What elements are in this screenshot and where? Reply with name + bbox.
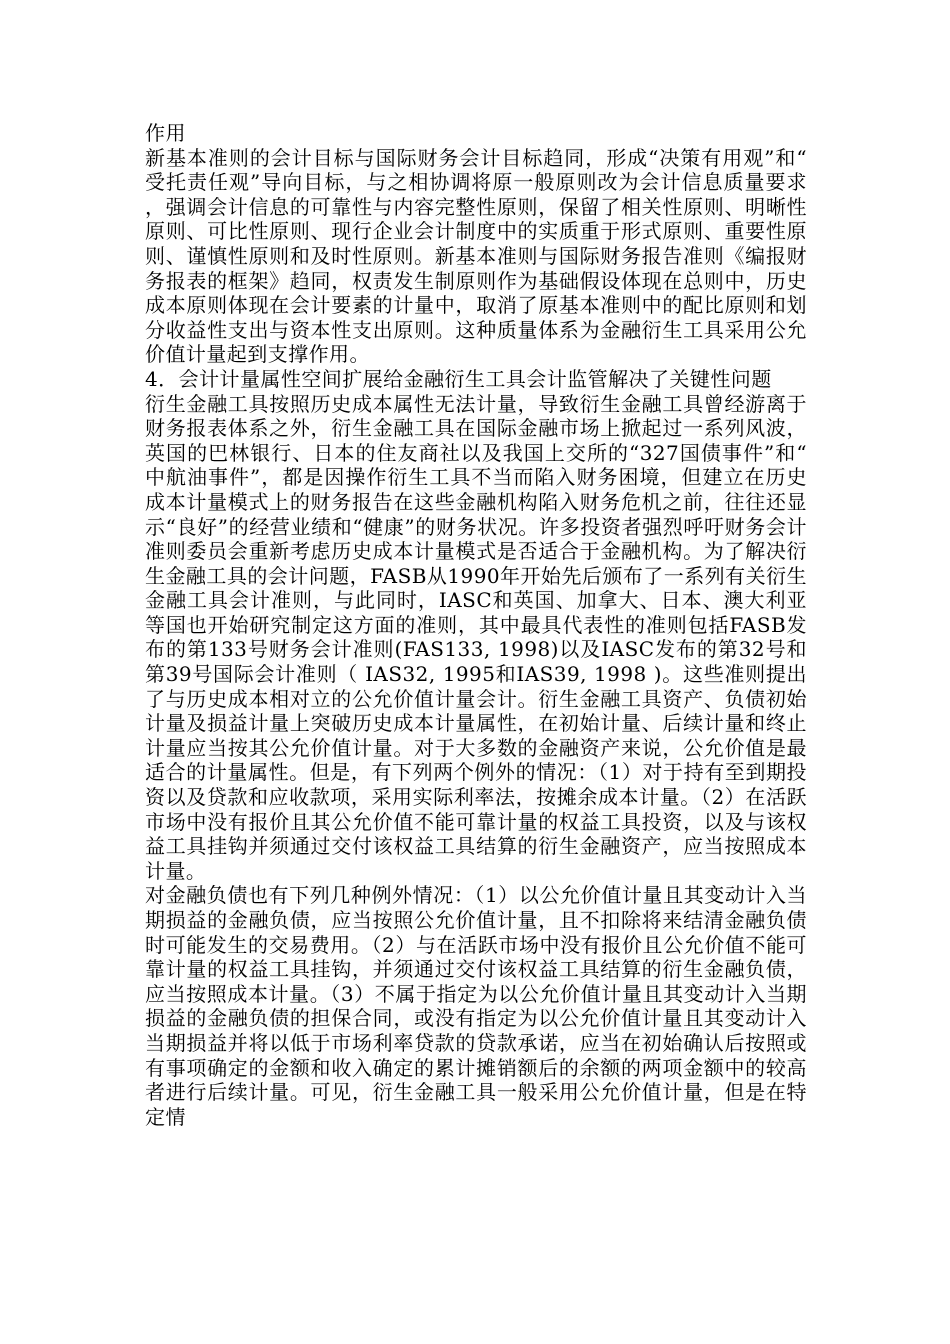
- paragraph-quality-requirements: 新基本准则的会计目标与国际财务会计目标趋同，形成“决策有用观”和“受托责任观”导向目标，与之相协调将原一般原则改为会计信息质量要求，强调会计信息的可靠性与内容完整性原则，保留了相关性原则、明晰性原则、可比性原则、现行企业会计制度中的实质重于形式原则、重要性原则、谨慎性原则和及时性原则。新基本准则与国际财务报告准则《编报财务报表的框架》趋同，权责发生制原则作为基础假设体现在总则中，历史成本原则体现在会计要素的计量中，取消了原基本准则中的配比原则和划分收益性支出与资本性支出原则。这种质量体系为金融衍生工具采用公允价值计量起到支撑作用。: [145, 145, 807, 367]
- document-page: [145, 121, 807, 1129]
- paragraph-financial-liabilities: 对金融负债也有下列几种例外情况：（1）以公允价值计量且其变动计入当期损益的金融负债，应当按照公允价值计量，且不扣除将来结清金融负债时可能发生的交易费用。（2）与在活跃市场中没有报价且公允价值不能可靠计量的权益工具挂钩，并须通过交付该权益工具结算的衍生金融负债，应当按照成本计量。（3）不属于指定为以公允价值计量且其变动计入当期损益的金融负债的担保合同，或没有指定为以公允价值计量且其变动计入当期损益并将以低于市场利率贷款的贷款承诺，应当在初始确认后按照或有事项确定的金额和收入确定的累计摊销额后的余额的两项金额中的较高者进行后续计量。可见，衍生金融工具一般采用公允价值计量，但是在特定情: [145, 883, 807, 1129]
- paragraph-derivatives-measurement: 衍生金融工具按照历史成本属性无法计量，导致衍生金融工具曾经游离于财务报表体系之外，衍生金融工具在国际金融市场上掀起过一系列风波，英国的巴林银行、日本的住友商社以及我国上交所的“327国债事件”和“中航油事件”，都是因操作衍生工具不当而陷入财务困境，但建立在历史成本计量模式上的财务报告在这些金融机构陷入财务危机之前，往往还显示“良好”的经营业绩和“健康”的财务状况。许多投资者强烈呼吁财务会计准则委员会重新考虑历史成本计量模式是否适合于金融机构。为了解决衍生金融工具的会计问题，FASB从1990年开始先后颁布了一系列有关衍生金融工具会计准则，与此同时，IASC和英国、加拿大、日本、澳大利亚等国也开始研究制定这方面的准则，其中最具代表性的准则包括FASB发布的第133号财务会计准则(FAS133, 1998)以及IASC发布的第32号和第39号国际会计准则（ IAS32, 1995和IAS39, 1998 )。这些准则提出了与历史成本相对立的公允价值计量会计。衍生金融工具资产、负债初始计量及损益计量上突破历史成本计量属性，在初始计量、后续计量和终止计量应当按其公允价值计量。对于大多数的金融资产来说，公允价值是最适合的计量属性。但是，有下列两个例外的情况：（1）对于持有至到期投资以及贷款和应收款项，采用实际利率法，按摊余成本计量。（2）在活跃市场中没有报价且其公允价值不能可靠计量的权益工具投资，以及与该权益工具挂钩并须通过交付该权益工具结算的衍生金融资产，应当按照成本计量。: [145, 391, 807, 883]
- section-heading-continued: 作用: [145, 121, 186, 145]
- section-heading-4: 4．会计计量属性空间扩展给金融衍生工具会计监管解决了关键性问题: [145, 366, 772, 391]
